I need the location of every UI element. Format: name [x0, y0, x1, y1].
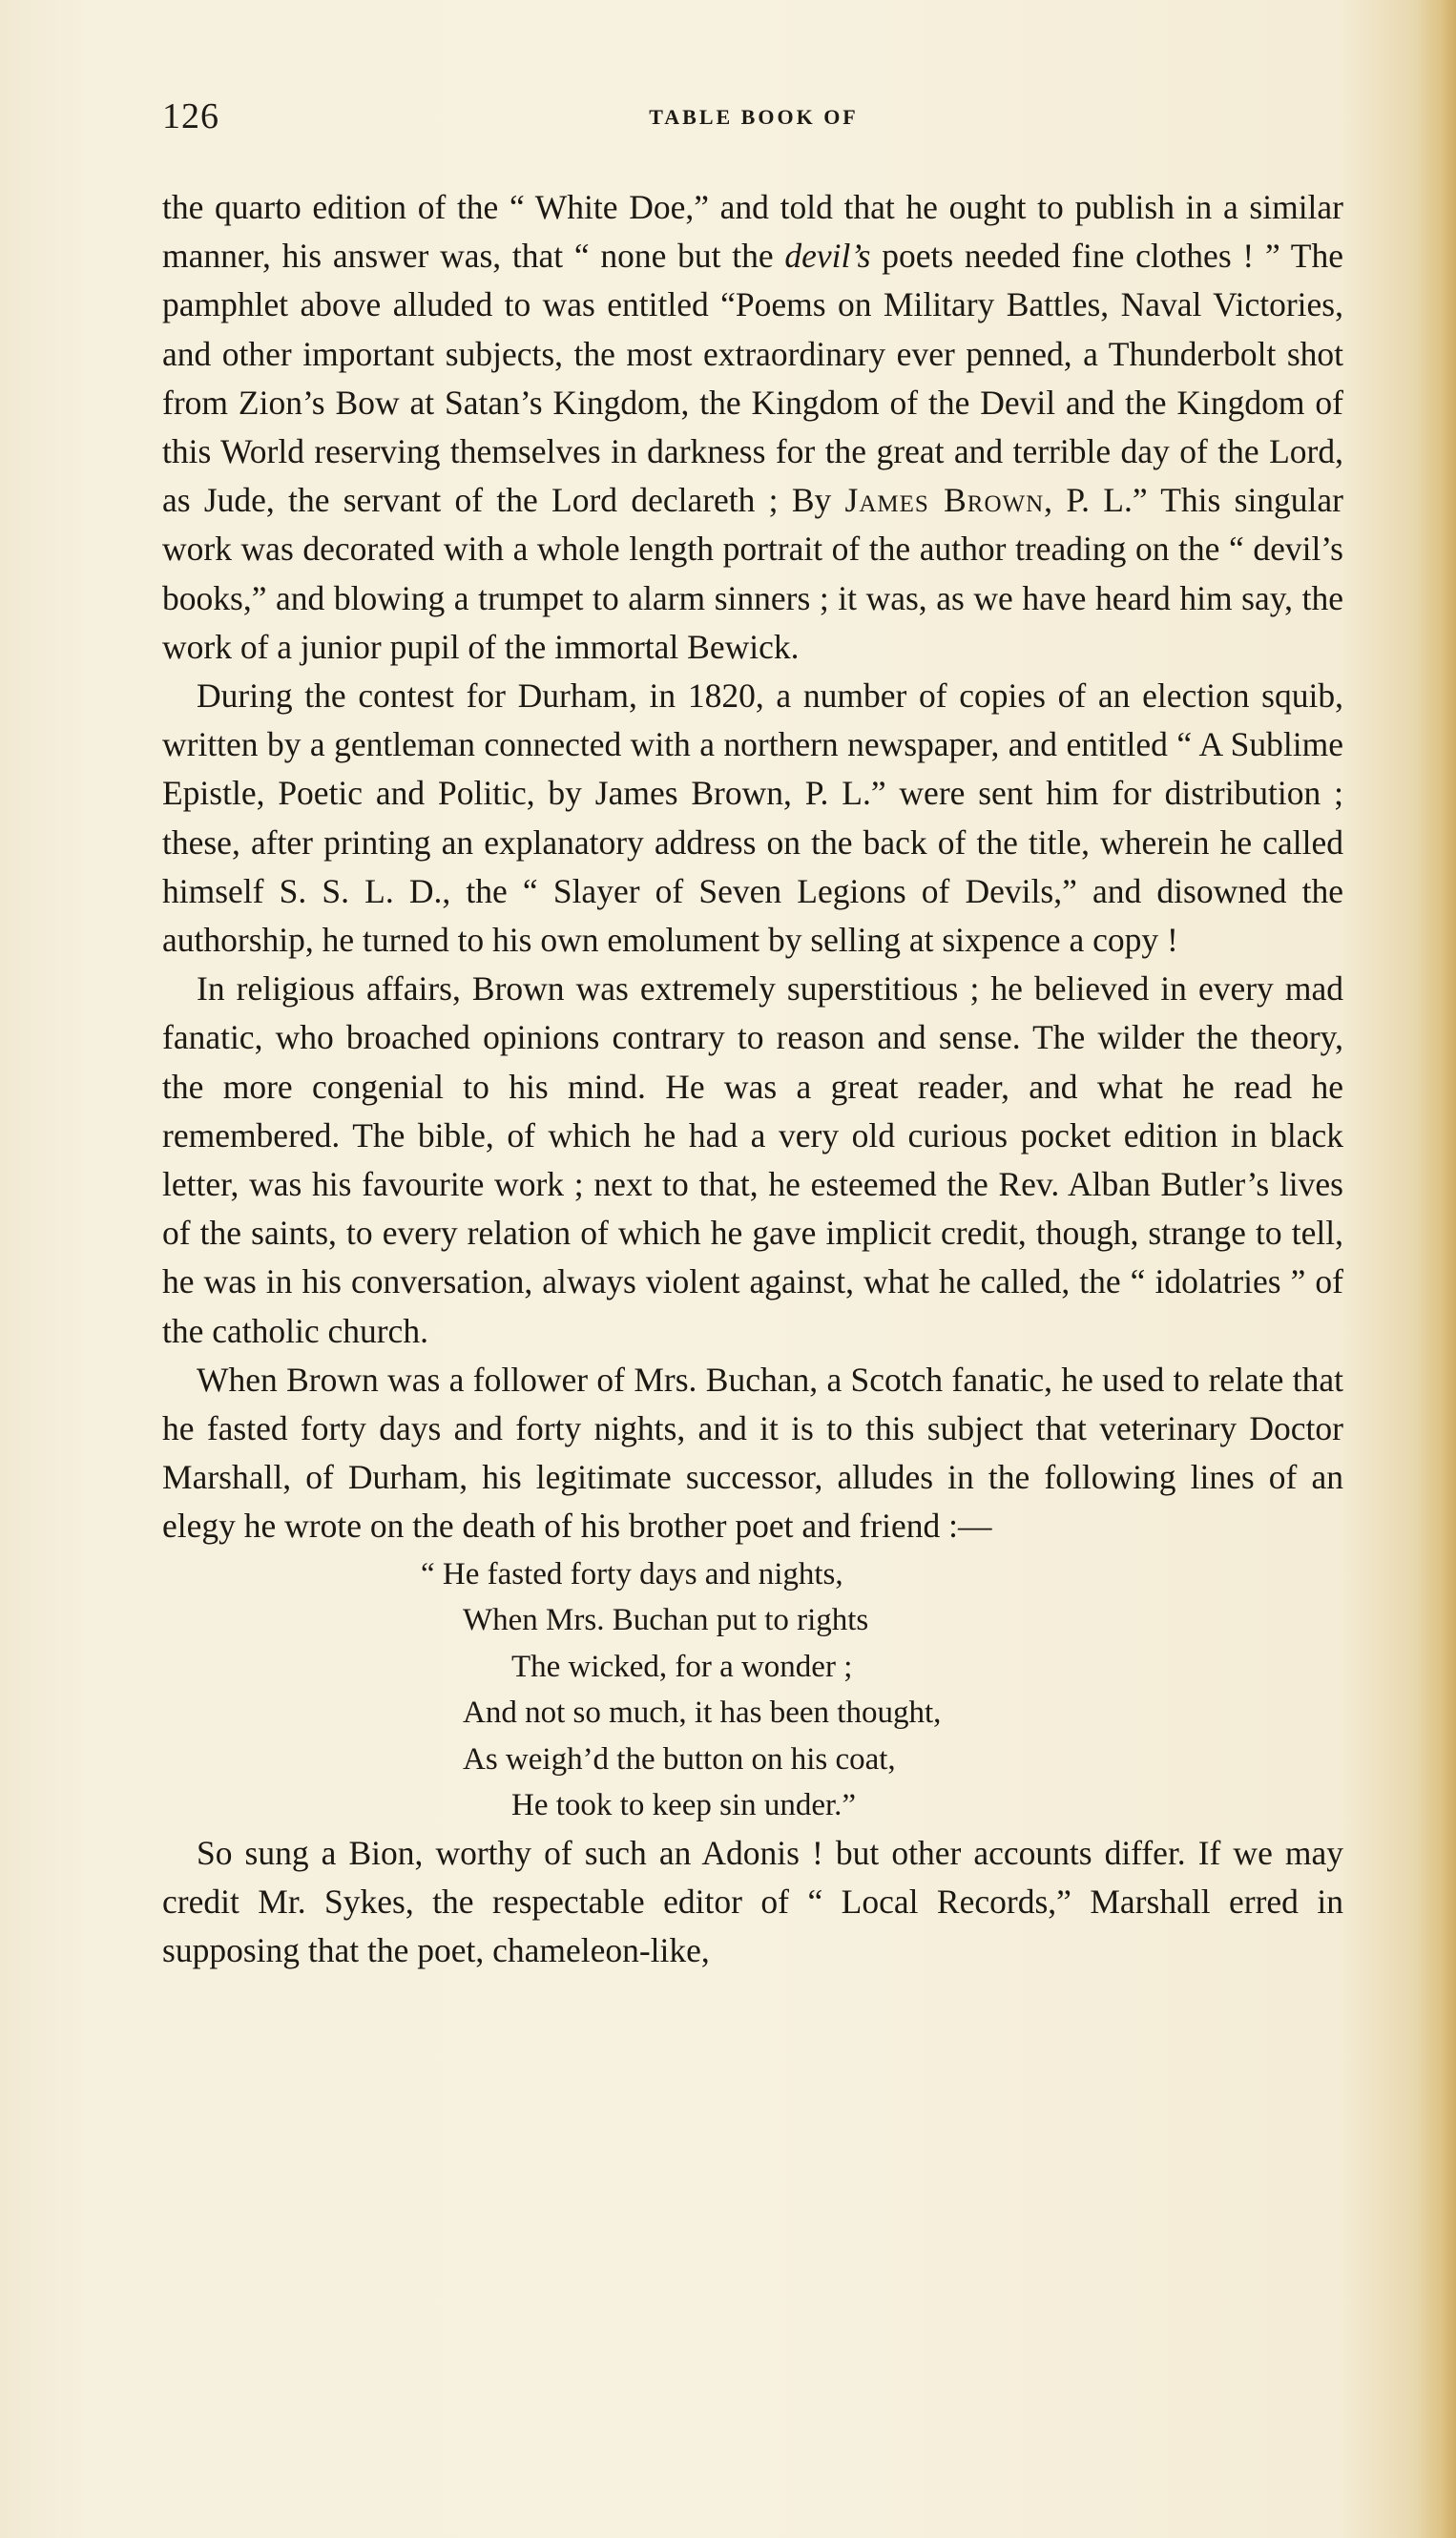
- poem-line: When Mrs. Buchan put to rights: [463, 1603, 869, 1638]
- poem-line: And not so much, it has been thought,: [463, 1695, 942, 1731]
- paragraph-1-part-a: the quarto edition of the “ White Doe,” and told that he ought to publish in a similar manner, his answer was, that “ none but the: [162, 188, 1343, 276]
- poem-line: He took to keep sin under.”: [511, 1788, 857, 1823]
- page-header: [162, 95, 1345, 153]
- body-text: [162, 183, 1343, 1975]
- paragraph-1-part-c: , P. L.” This singular work was decorated with a whole length portrait of the author treading on the “ devil’s books,” and blowing a trumpet to alarm sinners ; it was, as we have heard him say, the work of a junior pupil of the immortal Bewick.: [162, 481, 1343, 666]
- paragraph-4: When Brown was a follower of Mrs. Buchan, a Scotch fanatic, he used to relate that he fasted forty days and forty nights, and it is to this subject that veterinary Doctor Marshall, of Durham, his legitimate successor, alludes in the following lines of an elegy he wrote on the death of his brother poet and friend :—: [162, 1360, 1343, 1546]
- page-number: 126: [162, 96, 219, 136]
- closing-text: [162, 1829, 1343, 1976]
- running-head: TABLE BOOK OF: [649, 105, 859, 129]
- paragraph-5: So sung a Bion, worthy of such an Adonis ! but other accounts differ. If we may credit Mr. Sykes, the respectable editor of “ Local Records,” Marshall erred in supposing that the poet, chameleon-like,: [162, 1833, 1343, 1970]
- paragraph-3: In religious affairs, Brown was extremely superstitious ; he believed in every mad fanatic, who broached opinions contrary to reason and sense. The wilder the theory, the more congenial to his mind. He was a great reader, and what he read he remembered. The bible, of which he had a very old curious pocket edition in black letter, was his favourite work ; next to that, he esteemed the Rev. Alban Butler’s lives of the saints, to every relation of which he gave implicit credit, though, strange to tell, he was in his conversation, always violent against, what he called, the “ idolatries ” of the catholic church.: [162, 969, 1343, 1350]
- poem-line: As weigh’d the button on his coat,: [463, 1741, 896, 1777]
- poem-quote: [162, 1551, 1343, 1829]
- paragraph-1: [162, 183, 1343, 672]
- paragraph-1-author-name: James Brown: [844, 481, 1045, 520]
- paragraph-2: During the contest for Durham, in 1820, a number of copies of an election squib, written by a gentleman connected with a northern newspaper, and entitled “ A Sublime Epistle, Poetic and Politic, by James Brown, P. L.” were sent him for distribution ; these, after printing an explanatory address on the back of the title, wherein he called himself S. S. L. D., the “ Slayer of Seven Legions of Devils,” and disowned the authorship, he turned to his own emolument by selling at sixpence a copy !: [162, 676, 1343, 960]
- paragraph-1-italic-devils: devil’s: [784, 237, 871, 276]
- paragraph-1-part-b: poets needed fine clothes ! ” The pamphlet above alluded to was entitled “Poems on Military Battles, Naval Victories, and other important subjects, the most extraordinary ever penned, a Thunderbolt shot from Zion’s Bow at Satan’s Kingdom, the Kingdom of the Devil and the Kingdom of this World reserving themselves in darkness for the great and terrible day of the Lord, as Jude, the servant of the Lord declareth ; By: [162, 237, 1343, 520]
- poem-line: “ He fasted forty days and nights,: [421, 1556, 843, 1591]
- page-edge-shading: [1418, 0, 1456, 2538]
- poem-line: The wicked, for a wonder ;: [511, 1649, 853, 1684]
